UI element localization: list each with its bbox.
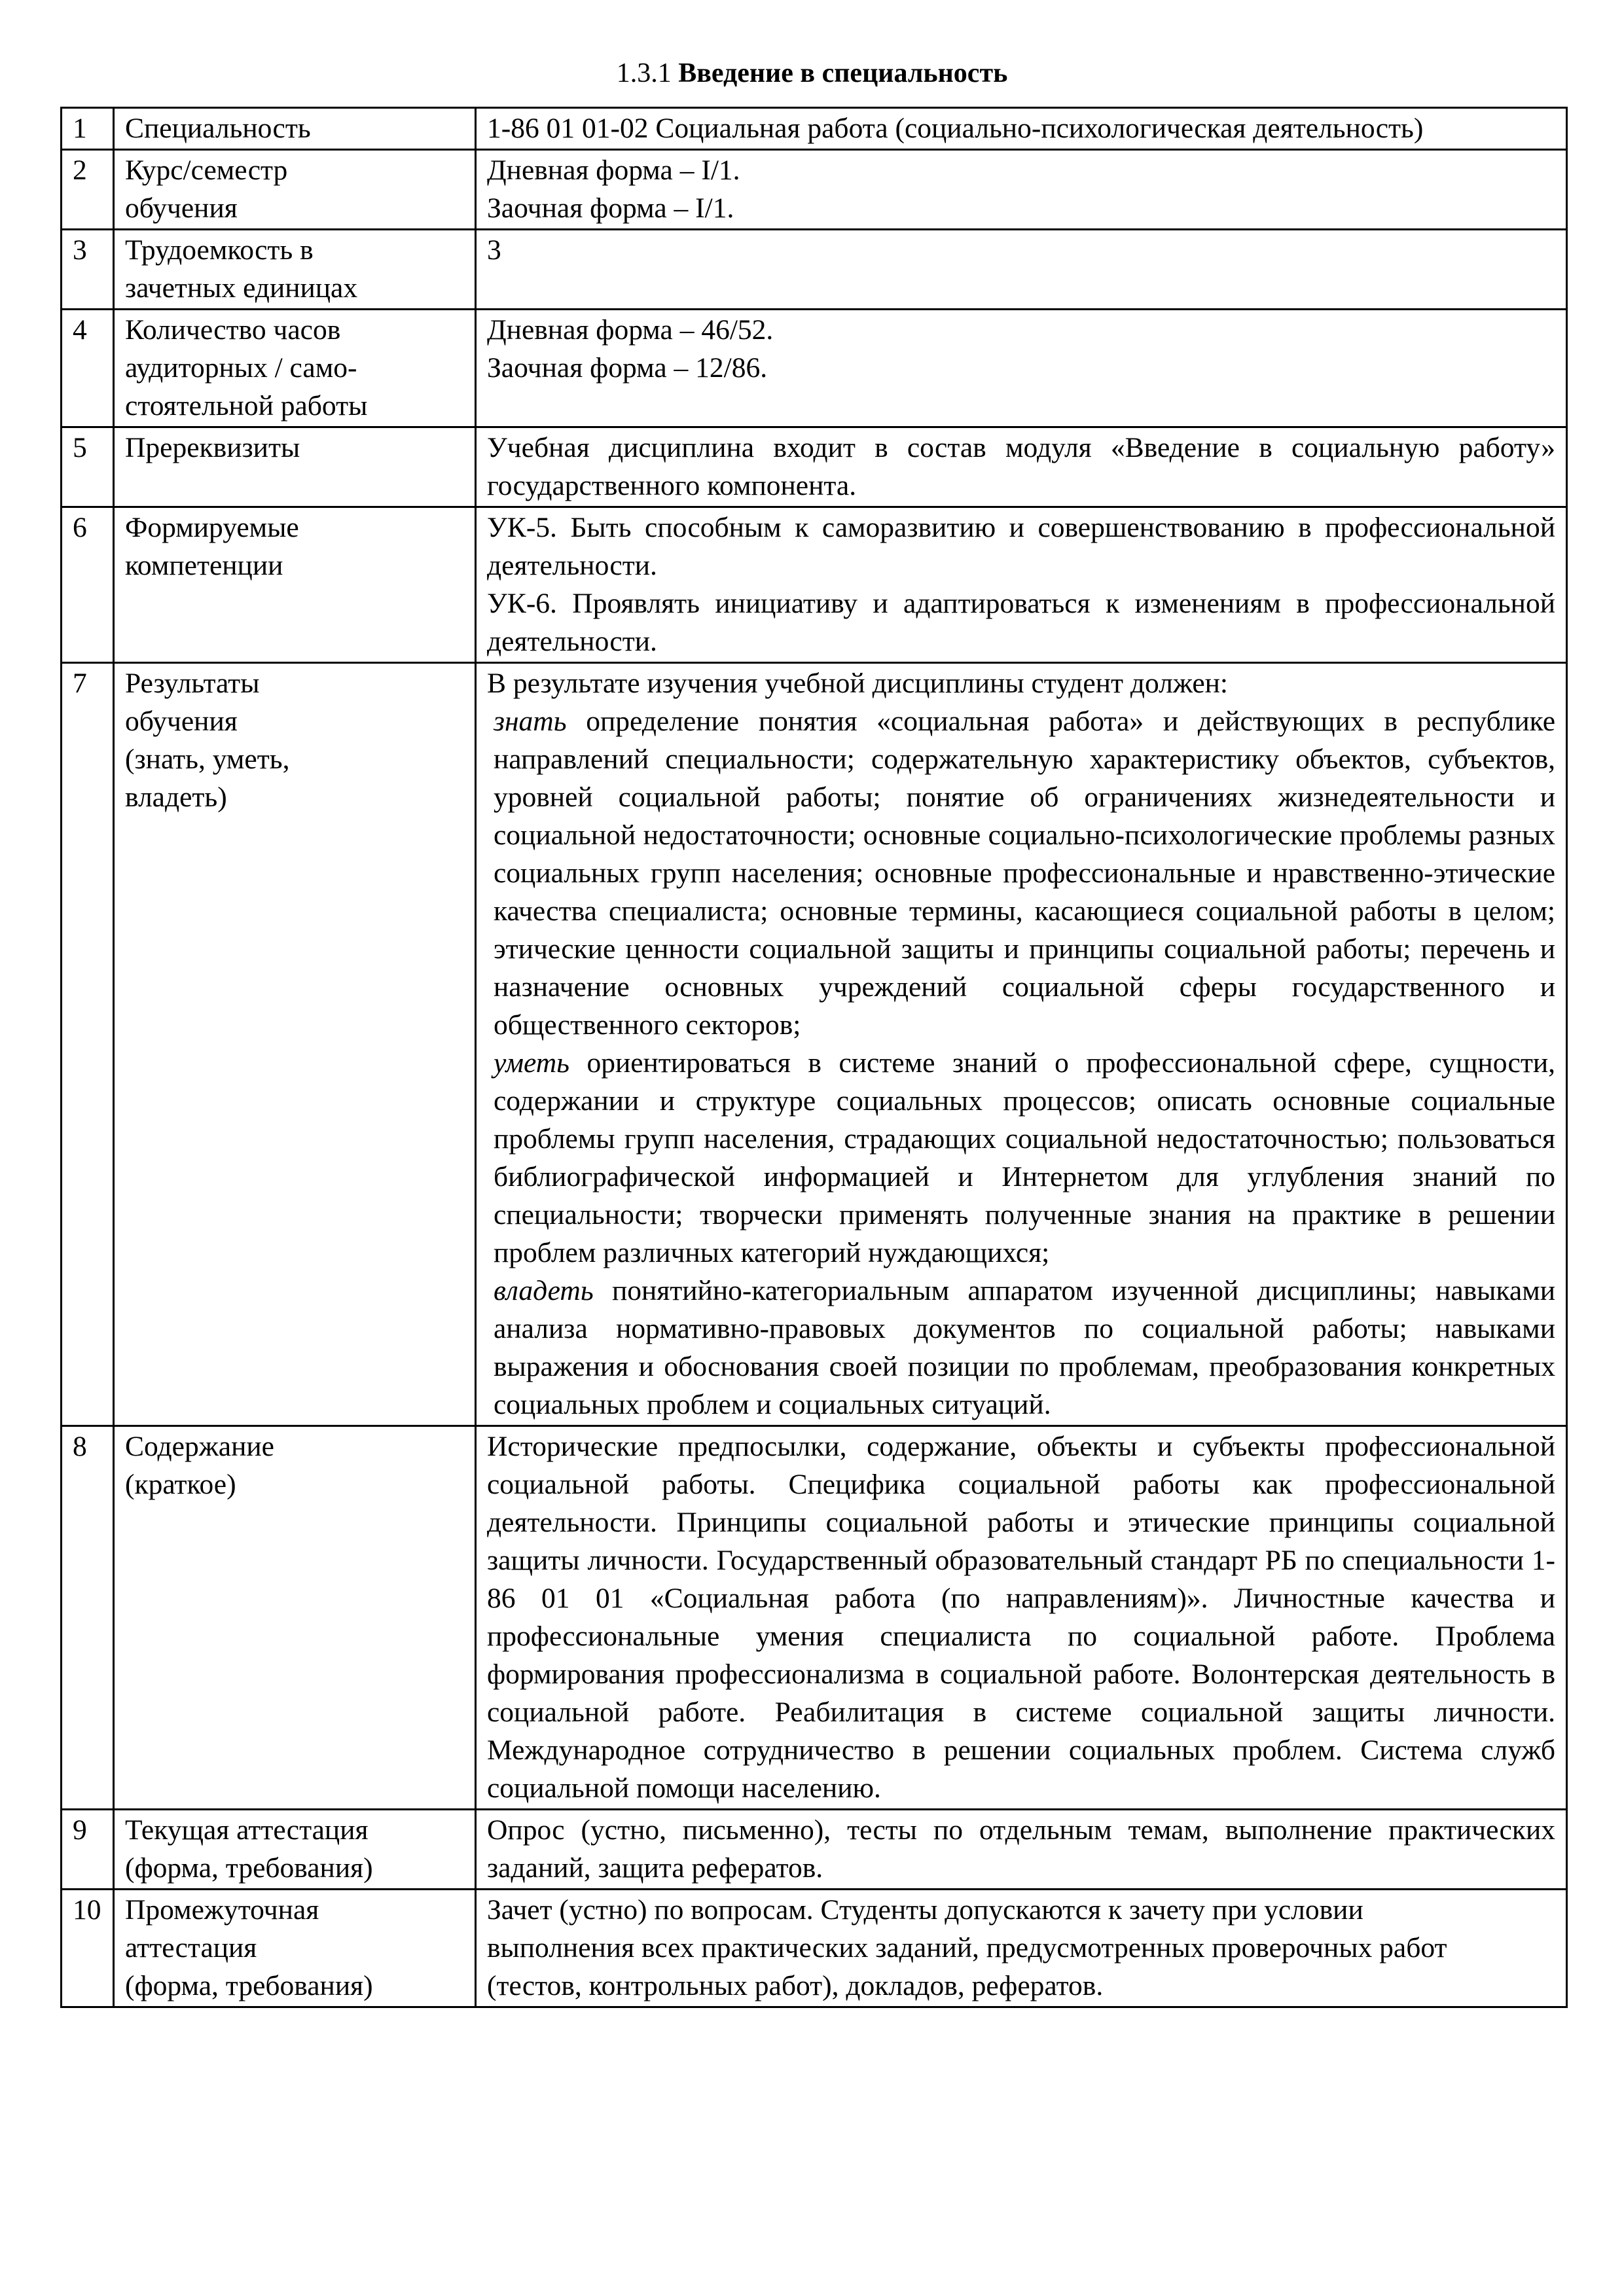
row-label: Курс/семестр обучения: [114, 150, 476, 230]
table-row: [62, 1810, 1567, 1890]
row-value: 3: [476, 230, 1567, 310]
row-label: Текущая аттестация (форма, требования): [114, 1810, 476, 1890]
row-number: 3: [62, 230, 114, 310]
table-row: [62, 507, 1567, 663]
outcomes-intro: В результате изучения учебной дисциплины студент должен:: [487, 668, 1229, 699]
table-row: [62, 663, 1567, 1426]
outcome-can: уметь ориентироваться в системе знаний о профессиональной сфере, сущности, содержании и структуре социальных процессов; описать основные социальные проблемы групп населения, страдающих социальной недостаточностью; пользоваться библиографической информацией и Интернетом для углубления знаний по специальности; творчески применять полученные знания на практике в решении проблем различных категорий нуждающихся;: [494, 1047, 1555, 1268]
table-row: [62, 310, 1567, 427]
table-row: [62, 1426, 1567, 1810]
row-label: Результаты обучения (знать, уметь, владеть): [114, 663, 476, 1426]
table-row: [62, 150, 1567, 230]
row-value: Дневная форма – 46/52. Заочная форма – 12/86.: [476, 310, 1567, 427]
row-number: 5: [62, 427, 114, 507]
row-label: Трудоемкость в зачетных единицах: [114, 230, 476, 310]
row-value: [476, 507, 1567, 663]
row-value: 1-86 01 01-02 Социальная работа (социально-психологическая деятельность): [476, 108, 1567, 150]
table-row: [62, 230, 1567, 310]
row-number: 7: [62, 663, 114, 1426]
page-title: [0, 54, 1624, 93]
section-number: 1.3.1: [616, 58, 672, 88]
table-row: [62, 108, 1567, 150]
row-number: 1: [62, 108, 114, 150]
row-label: Формируемые компетенции: [114, 507, 476, 663]
competence-uk6: УК-6. Проявлять инициативу и адаптироваться к изменениям в профессиональной деятельности.: [487, 588, 1555, 657]
row-number: 9: [62, 1810, 114, 1890]
row-value: Исторические предпосылки, содержание, объекты и субъекты профессиональной социальной работы. Специфика социальной работы как профессиональной деятельности. Принципы социальной работы и этические принципы социальной защиты личности. Государственный образовательный стандарт РБ по специальности 1-86 01 01 «Социальная работа (по направлениям)». Личностные качества и профессиональные умения специалиста по социальной работе. Проблема формирования профессионализма в социальной работе. Волонтерская деятельность в социальной работе. Реабилитация в системе социальной защиты личности. Международное сотрудничество в решении социальных проблем. Система служб социальной помощи населению.: [476, 1426, 1567, 1810]
row-label: Количество часов аудиторных / само- стоятельной работы: [114, 310, 476, 427]
row-number: 6: [62, 507, 114, 663]
section-title: Введение в специальность: [678, 58, 1008, 88]
row-value: Дневная форма – I/1. Заочная форма – I/1.: [476, 150, 1567, 230]
table-row: [62, 1890, 1567, 2007]
row-number: 8: [62, 1426, 114, 1810]
outcome-term: знать: [494, 706, 567, 737]
outcome-own: владеть понятийно-категориальным аппаратом изученной дисциплины; навыками анализа нормативно-правовых документов по социальной работы; навыками выражения и обоснования своей позиции по проблемам, преобразования конкретных социальных проблем и социальных ситуаций.: [494, 1275, 1556, 1420]
discipline-table: [60, 107, 1568, 2008]
outcome-know: знать определение понятия «социальная работа» и действующих в республике направлений специальности; содержательную характеристику объектов, субъектов, уровней социальной работы; понятие об ограничениях жизнедеятельности и социальной недостаточности; основные социально-психологические проблемы разных социальных групп населения; основные профессиональные и нравственно-этические качества специалиста; основные термины, касающиеся социальной работы в целом; этические ценности социальной защиты и принципы социальной работы; перечень и назначение основных учреждений социальной сферы государственного и общественного секторов;: [494, 706, 1556, 1041]
row-value: Зачет (устно) по вопросам. Студенты допускаются к зачету при условии выполнения всех практических заданий, предусмотренных проверочных работ (тестов, контрольных работ), докладов, рефератов.: [476, 1890, 1567, 2007]
row-number: 2: [62, 150, 114, 230]
outcome-term: уметь: [494, 1047, 569, 1079]
row-number: 4: [62, 310, 114, 427]
table-row: [62, 427, 1567, 507]
row-label: Содержание (краткое): [114, 1426, 476, 1810]
row-value: Опрос (устно, письменно), тесты по отдельным темам, выполнение практических заданий, защита рефератов.: [476, 1810, 1567, 1890]
outcome-term: владеть: [494, 1275, 594, 1306]
row-value: Учебная дисциплина входит в состав модуля «Введение в социальную работу» государственного компонента.: [476, 427, 1567, 507]
row-number: 10: [62, 1890, 114, 2007]
row-value: [476, 663, 1567, 1426]
competence-uk5: УК-5. Быть способным к саморазвитию и совершенствованию в профессиональной деятельности.: [487, 512, 1555, 581]
row-label: Промежуточная аттестация (форма, требования): [114, 1890, 476, 2007]
row-label: Специальность: [114, 108, 476, 150]
row-label: Пререквизиты: [114, 427, 476, 507]
